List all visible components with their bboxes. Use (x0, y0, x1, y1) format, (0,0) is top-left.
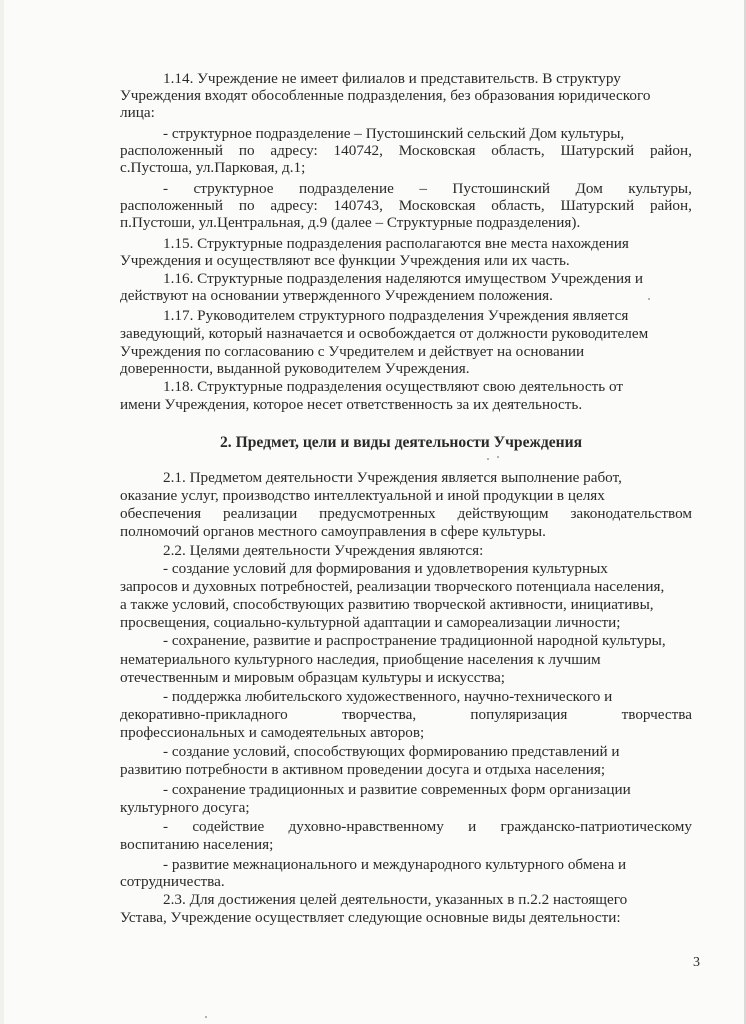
scan-speck (497, 456, 499, 458)
p1-16-line2: действуют на основании утвержденного Учреждением положения. (120, 287, 553, 304)
word: культуры, (628, 180, 692, 197)
p1-17-line2: заведующий, который назначается и освобождается от должности руководителем (120, 325, 649, 342)
word: структурное (193, 180, 274, 197)
word: законодательством (570, 505, 692, 522)
word: действующим (457, 505, 549, 522)
p1-14-line2: Учреждения входят обособленные подразделения, без образования юридического (120, 87, 651, 104)
scan-speck (648, 298, 650, 300)
word: по (238, 197, 255, 214)
word: область, (491, 142, 545, 159)
p1-18-line1: 1.18. Структурные подразделения осуществляют свою деятельность от (163, 378, 624, 395)
word: творчества (621, 706, 692, 723)
item-b-line3: п.Пустоши, ул.Центральная, д.9 (далее – Структурные подразделения). (120, 214, 581, 231)
p2-3-line2: Устава, Учреждение осуществляет следующие основные виды деятельности: (120, 909, 621, 926)
word: Московская (398, 197, 476, 214)
p2-2-g1-line4: просвещения, социально-культурной адаптации и самореализации личности; (120, 614, 621, 631)
p2-1-line3 (120, 505, 692, 522)
p1-17-line1: 1.17. Руководителем структурного подразделения Учреждения является (163, 307, 629, 324)
p2-2-g6-line1 (163, 818, 692, 835)
word: – (419, 180, 427, 197)
item-b-line1 (163, 180, 692, 197)
p2-2-g4-line2: развитию потребности в активном проведении досуга и отдыха населения; (120, 761, 606, 778)
p2-2-g6-line2: воспитанию населения; (120, 836, 274, 853)
word: подразделение (299, 180, 394, 197)
p2-2-g2-line2: нематериального культурного наследия, приобщение населения к лучшим (120, 651, 601, 668)
p2-2-g5-line2: культурного досуга; (120, 799, 250, 816)
word: район, (649, 142, 692, 159)
p1-17-line3: Учреждения по согласованию с Учредителем и действует на основании (120, 343, 585, 360)
word: - (163, 180, 169, 197)
word: и (468, 818, 477, 835)
word: - (163, 818, 169, 835)
p1-17-line4: доверенности, выданной руководителем Учреждения. (120, 360, 470, 377)
scan-speck (205, 1016, 207, 1018)
word: реализации (222, 505, 298, 522)
p2-2-g1-line3: а также условий, способствующих развитию творческой активности, инициативы, (120, 596, 654, 613)
word: содействие (192, 818, 265, 835)
word: расположенный (120, 142, 224, 159)
p2-2-intro: 2.2. Целями деятельности Учреждения являются: (163, 542, 484, 559)
item-a-line3: с.Пустоша, ул.Парковая, д.1; (120, 159, 306, 176)
p2-2-g1-line2: запросов и духовных потребностей, реализации творческого потенциала населения, (120, 578, 665, 595)
word: духовно-нравственному (288, 818, 444, 835)
scan-speck (487, 458, 489, 460)
word: Пустошинский (452, 180, 551, 197)
p2-2-g4-line1: - создание условий, способствующих формированию представлений и (163, 743, 620, 760)
p2-2-g3-line3: профессиональных и самодеятельных авторов; (120, 724, 425, 741)
p2-2-g7-line1: - развитие межнационального и международного культурного обмена и (163, 856, 627, 873)
p1-15-line2: Учреждения и осуществляют все функции Учреждения или их часть. (120, 252, 570, 269)
word: область, (491, 197, 545, 214)
word: 140743, (333, 197, 383, 214)
p2-2-g2-line3: отечественным и мировым образцам культуры и искусства; (120, 669, 506, 686)
p2-1-line4: полномочий органов местного самоуправления в сфере культуры. (120, 523, 546, 540)
p2-2-g1-line1: - создание условий для формирования и удовлетворения культурных (163, 560, 608, 577)
p2-2-g5-line1: - сохранение традиционных и развитие современных форм организации (163, 781, 631, 798)
p2-2-g2-line1: - сохранение, развитие и распространение традиционной народной культуры, (163, 632, 666, 649)
section-2-heading: 2. Предмет, цели и виды деятельности Учреждения (220, 434, 583, 451)
word: обеспечения (120, 505, 202, 522)
word: творчества, (341, 706, 417, 723)
p2-3-line1: 2.3. Для достижения целей деятельности, указанных в п.2.2 настоящего (163, 891, 628, 908)
page-number: 3 (693, 955, 700, 970)
item-a-line1: - структурное подразделение – Пустошинский сельский Дом культуры, (163, 125, 625, 142)
p1-14-line1: 1.14. Учреждение не имеет филиалов и представительств. В структуру (163, 70, 621, 87)
p2-2-g7-line2: сотрудничества. (120, 873, 225, 890)
word: по (238, 142, 255, 159)
word: декоративно-прикладного (120, 706, 288, 723)
word: гражданско-патриотическому (500, 818, 692, 835)
p2-1-line2: оказание услуг, производство интеллектуальной и иной продукции в целях (120, 487, 605, 504)
p1-15-line1: 1.15. Структурные подразделения располагаются вне места нахождения (163, 235, 629, 252)
item-a-line2 (120, 142, 692, 159)
word: 140742, (333, 142, 383, 159)
word: адресу: (270, 142, 318, 159)
p2-1-line1: 2.1. Предметом деятельности Учреждения является выполнение работ, (163, 469, 622, 486)
word: Шатурский (560, 142, 635, 159)
word: Шатурский (560, 197, 635, 214)
item-b-line2 (120, 197, 692, 214)
p1-14-line3: лица: (120, 104, 155, 121)
word: предусмотренных (319, 505, 436, 522)
word: Дом (575, 180, 603, 197)
p2-2-g3-line1: - поддержка любительского художественного, научно-технического и (163, 688, 613, 705)
p1-18-line2: имени Учреждения, которое несет ответственность за их деятельность. (120, 396, 583, 413)
p2-2-g3-line2 (120, 706, 692, 723)
word: Московская (398, 142, 476, 159)
word: район, (649, 197, 692, 214)
word: популяризация (470, 706, 568, 723)
word: расположенный (120, 197, 224, 214)
word: адресу: (270, 197, 318, 214)
p1-16-line1: 1.16. Структурные подразделения наделяются имуществом Учреждения и (163, 270, 644, 287)
